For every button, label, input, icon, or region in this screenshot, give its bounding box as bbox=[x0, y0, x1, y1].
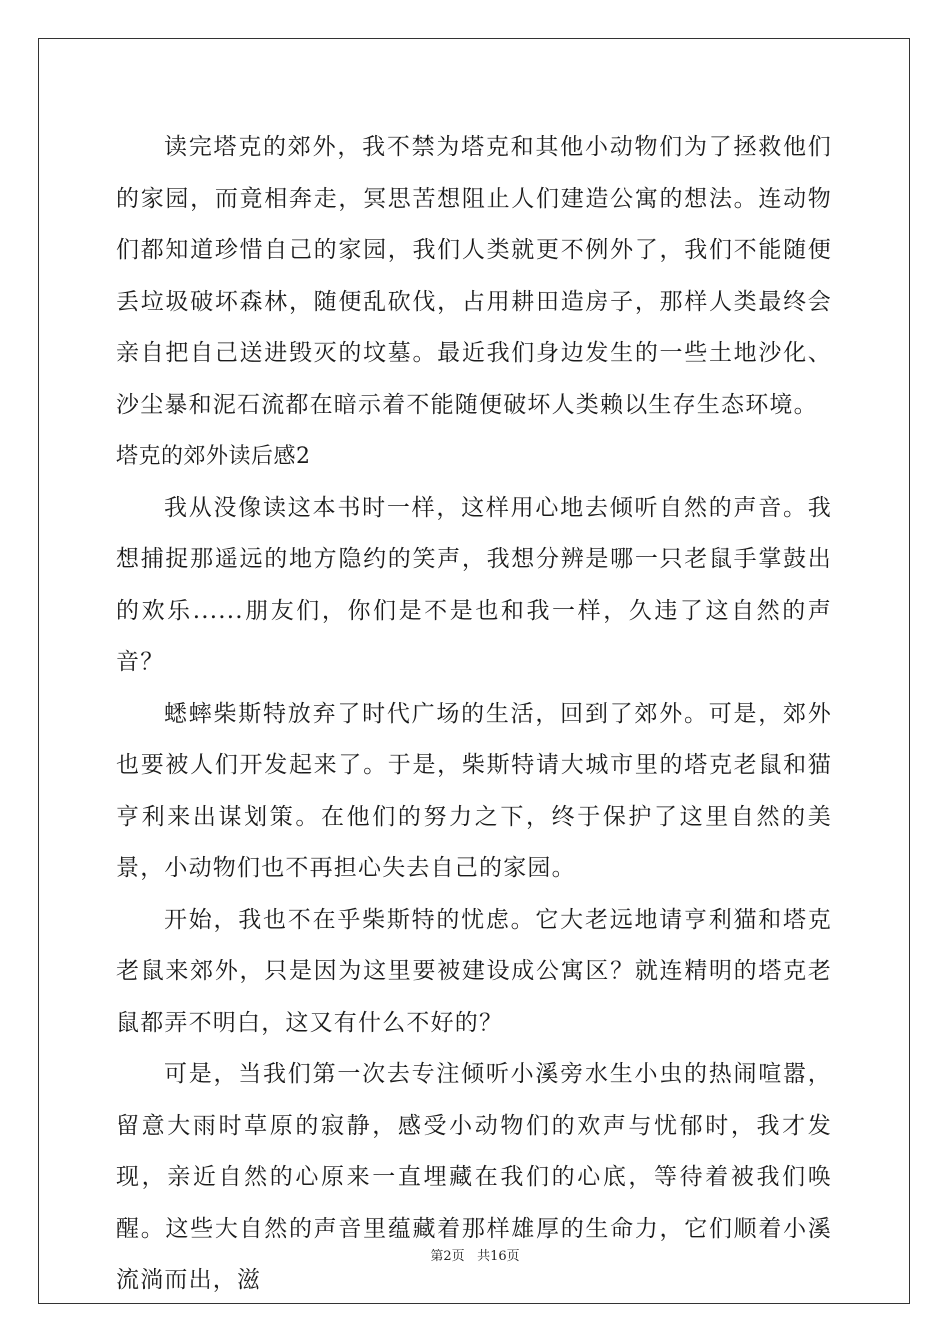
paragraph-5: 可是，当我们第一次去专注倾听小溪旁水生小虫的热闹喧嚣，留意大雨时草原的寂静，感受小动物们的欢声与忧郁时，我才发现，亲近自然的心原来一直埋藏在我们的心底，等待着被我们唤醒。这些大自然的声音里蕴藏着那样雄厚的生命力，它们顺着小溪流淌而出，滋 bbox=[116, 1061, 832, 1293]
paragraph-4: 开始，我也不在乎柴斯特的忧虑。它大老远地请亨利猫和塔克老鼠来郊外，只是因为这里要被建设成公寓区？就连精明的塔克老鼠都弄不明白，这又有什么不好的？ bbox=[116, 906, 832, 1036]
paragraph-2: 我从没像读这本书时一样，这样用心地去倾听自然的声音。我想捕捉那遥远的地方隐约的笑声，我想分辨是哪一只老鼠手掌鼓出的欢乐......朋友们，你们是不是也和我一样，久违了这自然的声音？ bbox=[116, 494, 832, 675]
section-heading: 塔克的郊外读后感2 bbox=[116, 444, 311, 469]
footer-separator bbox=[465, 1249, 477, 1264]
page-footer bbox=[0, 1245, 950, 1264]
paragraph-1: 读完塔克的郊外，我不禁为塔克和其他小动物们为了拯救他们的家园，而竟相奔走，冥思苦想阻止人们建造公寓的想法。连动物们都知道珍惜自己的家园，我们人类就更不例外了，我们不能随便丢垃圾破坏森林，随便乱砍伐，占用耕田造房子，那样人类最终会亲自把自己送进毁灭的坟墓。最近我们身边发生的一些土地沙化、沙尘暴和泥石流都在暗示着不能随便破坏人类赖以生存生态环境。 bbox=[116, 134, 832, 418]
page-total: 共16页 bbox=[477, 1249, 520, 1264]
page-number: 第2页 bbox=[430, 1249, 465, 1264]
paragraph-3: 蟋蟀柴斯特放弃了时代广场的生活，回到了郊外。可是，郊外也要被人们开发起来了。于是，柴斯特请大城市里的塔克老鼠和猫亨利来出谋划策。在他们的努力之下，终于保护了这里自然的美景，小动物们也不再担心失去自己的家园。 bbox=[116, 700, 832, 881]
document-body bbox=[116, 122, 832, 1307]
